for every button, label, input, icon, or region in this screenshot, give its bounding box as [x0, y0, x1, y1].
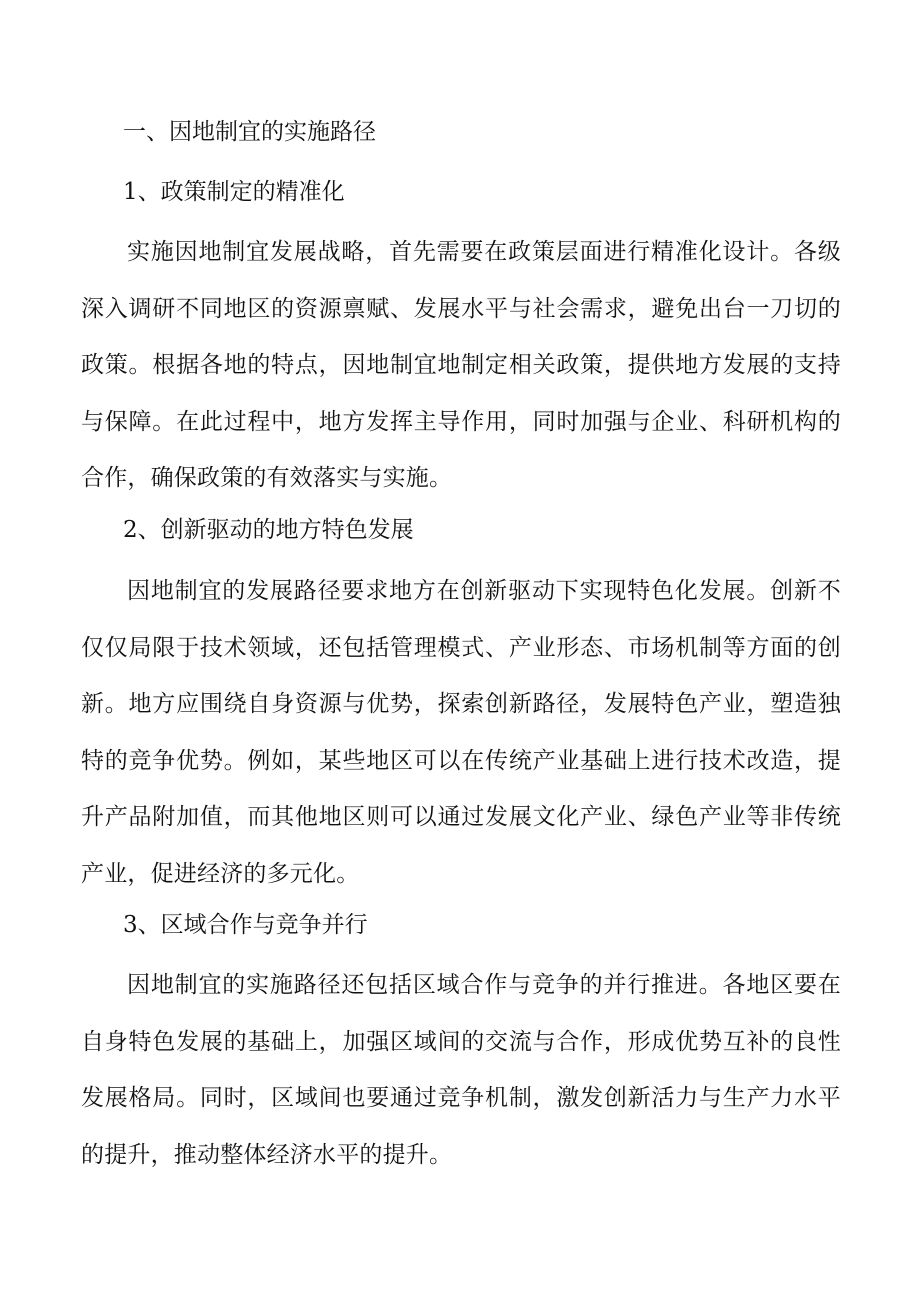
subsection-paragraph-2: 因地制宜的发展路径要求地方在创新驱动下实现特色化发展。创新不仅仅局限于技术领域，还包括管理模式、产业形态、市场机制等方面的创新。地方应围绕自身资源与优势，探索创新路径，发展特色产业，塑造独特的竞争优势。例如，某些地区可以在传统产业基础上进行技术改造，提升产品附加值，而其他地区则可以通过发展文化产业、绿色产业等非传统产业，促进经济的多元化。: [81, 578, 841, 887]
subsection-paragraph-3: 因地制宜的实施路径还包括区域合作与竞争的并行推进。各地区要在自身特色发展的基础上，加强区域间的交流与合作，形成优势互补的良性发展格局。同时，区域间也要通过竞争机制，激发创新活力与生产力水平的提升，推动整体经济水平的提升。: [81, 972, 841, 1168]
subsection-heading-1: 1、政策制定的精准化: [123, 179, 345, 205]
subsection-heading-2: 2、创新驱动的地方特色发展: [123, 517, 414, 543]
subsection-heading-3: 3、区域合作与竞争并行: [123, 912, 368, 938]
section-title: 一、因地制宜的实施路径: [123, 119, 376, 145]
subsection-paragraph-1: 实施因地制宜发展战略，首先需要在政策层面进行精准化设计。各级深入调研不同地区的资源禀赋、发展水平与社会需求，避免出台一刀切的政策。根据各地的特点，因地制宜地制定相关政策，提供地方发展的支持与保障。在此过程中，地方发挥主导作用，同时加强与企业、科研机构的合作，确保政策的有效落实与实施。: [81, 239, 841, 491]
